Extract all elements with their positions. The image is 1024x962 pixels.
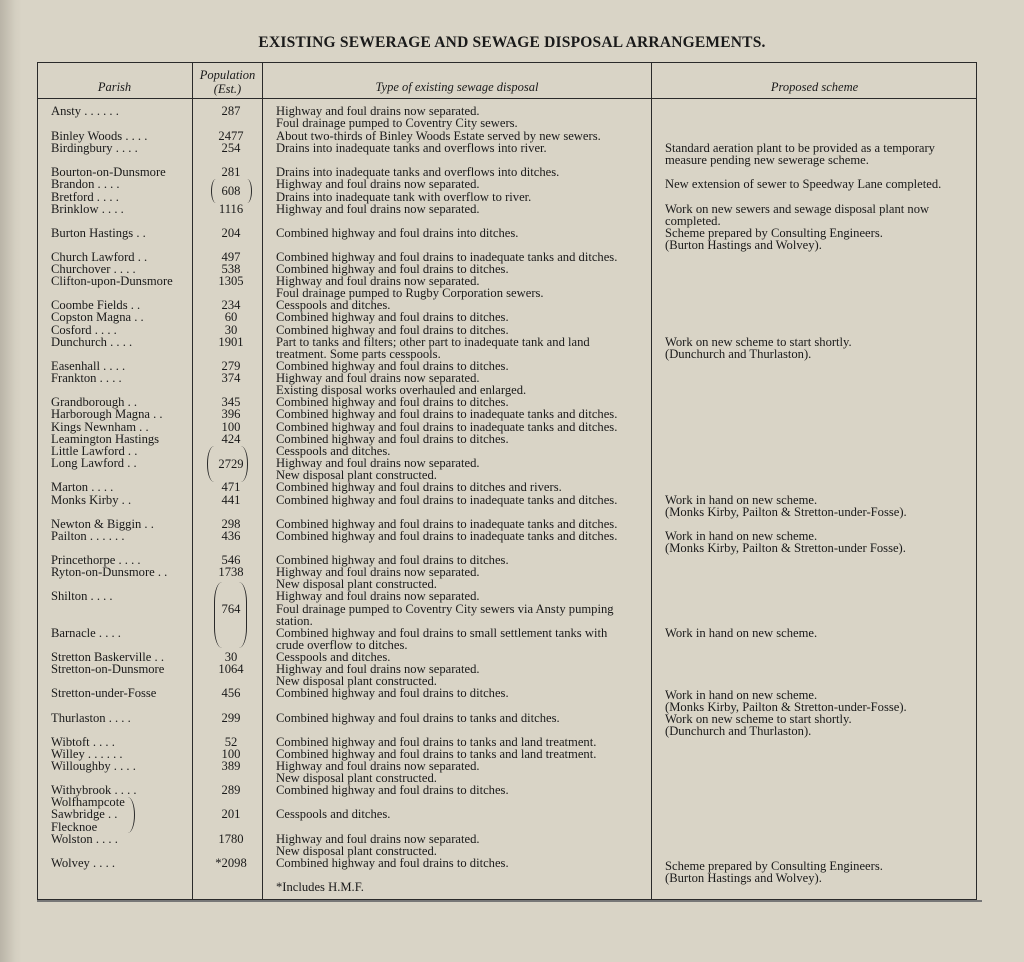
bottom-rule [37, 900, 982, 902]
proposed-text: Work on new scheme to start shortly. [665, 712, 852, 726]
disposal-text: New disposal plant constructed. [276, 844, 437, 858]
disposal-text: Cesspools and ditches. [276, 650, 391, 664]
population-value: 2729 [218, 457, 244, 471]
proposed-text: Scheme prepared by Consulting Engineers. [665, 226, 883, 240]
population-value: 424 [221, 432, 241, 446]
population-value: 30 [224, 323, 238, 337]
disposal-text: Combined highway and foul drains to ditches. [276, 395, 509, 409]
parish-name: Grandborough . . [51, 395, 138, 409]
parish-name: Leamington Hastings [51, 432, 160, 446]
disposal-text: New disposal plant constructed. [276, 577, 437, 591]
proposed-text: (Burton Hastings and Wolvey). [665, 238, 822, 252]
header-population [193, 68, 262, 96]
population-value: 279 [221, 359, 241, 373]
population-value: 52 [224, 735, 238, 749]
parish-name: Bourton-on-Dunsmore [51, 165, 166, 179]
proposed-text: (Monks Kirby, Pailton & Stretton-under Fosse). [665, 541, 906, 555]
page-edge [0, 0, 22, 962]
parish-name: Withybrook . . . . [51, 783, 137, 797]
disposal-text: Combined highway and foul drains to inadequate tanks and ditches. [276, 493, 618, 507]
disposal-text: Foul drainage pumped to Rugby Corporation sewers. [276, 286, 544, 300]
parish-name: Barnacle . . . . [51, 626, 121, 640]
header-parish: Parish [97, 80, 132, 94]
disposal-text: Combined highway and foul drains to ditches. [276, 310, 509, 324]
disposal-text: treatment. Some parts cesspools. [276, 347, 441, 361]
disposal-text: Combined highway and foul drains to small settlement tanks with [276, 626, 608, 640]
disposal-text: Combined highway and foul drains to inadequate tanks and ditches. [276, 407, 618, 421]
footnote: *Includes H.M.F. [276, 880, 364, 894]
parish-name: Flecknoe [51, 820, 98, 834]
parish-name: Stretton Baskerville . . [51, 650, 164, 664]
proposed-text: measure pending new sewerage scheme. [665, 153, 869, 167]
header-population-est: (Est.) [213, 82, 242, 96]
disposal-text: crude overflow to ditches. [276, 638, 408, 652]
proposed-text: Work in hand on new scheme. [665, 493, 818, 507]
population-value: 1305 [218, 274, 244, 288]
parish-name: Bretford . . . . [51, 190, 119, 204]
parish-name: Monks Kirby . . [51, 493, 132, 507]
population-value: *2098 [215, 856, 247, 870]
parish-name: Birdingbury . . . . [51, 141, 138, 155]
proposed-text: (Monks Kirby, Pailton & Stretton-under-Fosse). [665, 700, 907, 714]
header-divider [37, 98, 977, 99]
column-divider [262, 62, 263, 900]
parish-name: Long Lawford . . [51, 456, 137, 470]
disposal-text: Highway and foul drains now separated. [276, 565, 480, 579]
parish-name: Binley Woods . . . . [51, 129, 148, 143]
proposed-text: Work in hand on new scheme. [665, 688, 818, 702]
disposal-text: Highway and foul drains now separated. [276, 177, 480, 191]
population-value: 497 [221, 250, 241, 264]
proposed-text: New extension of sewer to Speedway Lane completed. [665, 177, 942, 191]
disposal-text: Combined highway and foul drains to ditches. [276, 783, 509, 797]
parish-name: Easenhall . . . . [51, 359, 126, 373]
population-value: 764 [221, 602, 241, 616]
population-value: 1064 [218, 662, 244, 676]
population-bracket [238, 582, 247, 648]
population-value: 2477 [218, 129, 244, 143]
proposed-text: Work in hand on new scheme. [665, 529, 818, 543]
disposal-text: Highway and foul drains now separated. [276, 759, 480, 773]
parish-name: Frankton . . . . [51, 371, 122, 385]
population-value: 608 [221, 184, 241, 198]
disposal-text: Existing disposal works overhauled and enlarged. [276, 383, 527, 397]
population-value: 204 [221, 226, 241, 240]
proposed-text: Work in hand on new scheme. [665, 626, 818, 640]
parish-name: Stretton-under-Fosse [51, 686, 157, 700]
population-value: 374 [221, 371, 241, 385]
header-proposed: Proposed scheme [770, 80, 859, 94]
parish-name: Princethorpe . . . . [51, 553, 141, 567]
population-value: 30 [224, 650, 238, 664]
population-bracket [214, 582, 223, 648]
population-value: 1901 [218, 335, 244, 349]
parish-name: Coombe Fields . . [51, 298, 141, 312]
parish-name: Burton Hastings . . [51, 226, 146, 240]
proposed-text: (Burton Hastings and Wolvey). [665, 871, 822, 885]
parish-name: Kings Newnham . . [51, 420, 149, 434]
column-divider [651, 62, 652, 900]
disposal-text: Cesspools and ditches. [276, 444, 391, 458]
proposed-text: (Monks Kirby, Pailton & Stretton-under-Fosse). [665, 505, 907, 519]
disposal-text: Highway and foul drains now separated. [276, 202, 480, 216]
parish-name: Willoughby . . . . [51, 759, 136, 773]
disposal-text: Cesspools and ditches. [276, 298, 391, 312]
disposal-text: Combined highway and foul drains into ditches. [276, 226, 519, 240]
population-value: 100 [221, 420, 241, 434]
population-value: 538 [221, 262, 241, 276]
population-value: 299 [221, 711, 241, 725]
parish-name: Wolvey . . . . [51, 856, 116, 870]
disposal-text: New disposal plant constructed. [276, 468, 437, 482]
parish-name: Wolston . . . . [51, 832, 118, 846]
disposal-text: Highway and foul drains now separated. [276, 456, 480, 470]
parish-name: Harborough Magna . . [51, 407, 163, 421]
parish-name: Copston Magna . . [51, 310, 144, 324]
parish-name: Stretton-on-Dunsmore [51, 662, 165, 676]
disposal-text: Highway and foul drains now separated. [276, 589, 480, 603]
population-value: 396 [221, 407, 241, 421]
parish-name: Brandon . . . . [51, 177, 120, 191]
disposal-text: Combined highway and foul drains to tanks and ditches. [276, 711, 560, 725]
disposal-text: Combined highway and foul drains to inadequate tanks and ditches. [276, 250, 618, 264]
population-value: 60 [224, 310, 238, 324]
disposal-text: Drains into inadequate tank with overflow to river. [276, 190, 532, 204]
disposal-text: Highway and foul drains now separated. [276, 832, 480, 846]
population-value: 1738 [218, 565, 244, 579]
population-value: 1116 [218, 202, 244, 216]
parish-name: Wolfhampcote [51, 795, 125, 809]
proposed-text: Standard aeration plant to be provided as a temporary [665, 141, 935, 155]
parish-name: Willey . . . . . . [51, 747, 123, 761]
disposal-text: Part to tanks and filters; other part to inadequate tank and land [276, 335, 590, 349]
disposal-text: Combined highway and foul drains to tanks and land treatment. [276, 747, 597, 761]
proposed-text: Work on new sewers and sewage disposal plant now [665, 202, 930, 216]
proposed-text: Scheme prepared by Consulting Engineers. [665, 859, 883, 873]
disposal-text: Combined highway and foul drains to tanks and land treatment. [276, 735, 597, 749]
disposal-text: Combined highway and foul drains to ditches. [276, 262, 509, 276]
disposal-text: Combined highway and foul drains to ditches. [276, 432, 509, 446]
parish-name: Ryton-on-Dunsmore . . [51, 565, 168, 579]
population-value: 1780 [218, 832, 244, 846]
disposal-text: Drains into inadequate tanks and overflows into ditches. [276, 165, 560, 179]
population-value: 100 [221, 747, 241, 761]
parish-name: Marton . . . . [51, 480, 114, 494]
population-value: 254 [221, 141, 241, 155]
disposal-text: Combined highway and foul drains to ditches. [276, 856, 509, 870]
disposal-text: Cesspools and ditches. [276, 807, 391, 821]
disposal-text: Combined highway and foul drains to inadequate tanks and ditches. [276, 420, 618, 434]
parish-name: Sawbridge . . [51, 807, 118, 821]
parish-name: Churchover . . . . [51, 262, 136, 276]
disposal-text: New disposal plant constructed. [276, 771, 437, 785]
disposal-text: About two-thirds of Binley Woods Estate served by new sewers. [276, 129, 601, 143]
population-bracket [207, 446, 214, 482]
parish-name: Wibtoft . . . . [51, 735, 115, 749]
disposal-text: Combined highway and foul drains to ditches and rivers. [276, 480, 562, 494]
population-value: 289 [221, 783, 241, 797]
population-value: 281 [221, 165, 241, 179]
population-value: 441 [221, 493, 241, 507]
proposed-text: Work on new scheme to start shortly. [665, 335, 852, 349]
disposal-text: Combined highway and foul drains to ditches. [276, 323, 509, 337]
proposed-text: (Dunchurch and Thurlaston). [665, 724, 812, 738]
population-value: 456 [221, 686, 241, 700]
disposal-text: station. [276, 614, 313, 628]
disposal-text: Highway and foul drains now separated. [276, 104, 480, 118]
header-disposal: Type of existing sewage disposal [375, 80, 539, 94]
disposal-text: New disposal plant constructed. [276, 674, 437, 688]
parish-name: Clifton-upon-Dunsmore [51, 274, 173, 288]
parish-name: Newton & Biggin . . [51, 517, 154, 531]
proposed-text: (Dunchurch and Thurlaston). [665, 347, 812, 361]
population-value: 471 [221, 480, 241, 494]
parish-name: Shilton . . . . [51, 589, 113, 603]
parish-name: Little Lawford . . [51, 444, 138, 458]
population-value: 546 [221, 553, 241, 567]
parish-name: Cosford . . . . [51, 323, 117, 337]
parish-name: Thurlaston . . . . [51, 711, 131, 725]
disposal-text: Combined highway and foul drains to ditches. [276, 553, 509, 567]
population-value: 389 [221, 759, 241, 773]
disposal-text: Combined highway and foul drains to inadequate tanks and ditches. [276, 517, 618, 531]
population-value: 234 [221, 298, 241, 312]
parish-name: Dunchurch . . . . [51, 335, 133, 349]
disposal-text: Highway and foul drains now separated. [276, 662, 480, 676]
parish-name: Ansty . . . . . . [51, 104, 119, 118]
population-value: 298 [221, 517, 241, 531]
disposal-text: Highway and foul drains now separated. [276, 274, 480, 288]
disposal-text: Drains into inadequate tanks and overflows into river. [276, 141, 547, 155]
disposal-text: Combined highway and foul drains to ditches. [276, 359, 509, 373]
column-divider [192, 62, 193, 900]
population-value: 436 [221, 529, 241, 543]
proposed-text: completed. [665, 214, 721, 228]
page-title: EXISTING SEWERAGE AND SEWAGE DISPOSAL ARRANGEMENTS. [258, 34, 766, 51]
disposal-text: Highway and foul drains now separated. [276, 371, 480, 385]
parish-name: Pailton . . . . . . [51, 529, 125, 543]
parish-name: Brinklow . . . . [51, 202, 124, 216]
population-value: 201 [221, 807, 241, 821]
disposal-text: Foul drainage pumped to Coventry City sewers. [276, 116, 518, 130]
disposal-text: Combined highway and foul drains to inadequate tanks and ditches. [276, 529, 618, 543]
population-value: 287 [221, 104, 241, 118]
header-population-label: Population [199, 68, 256, 82]
disposal-text: Foul drainage pumped to Coventry City sewers via Ansty pumping [276, 602, 614, 616]
population-bracket [211, 179, 218, 203]
population-value: 345 [221, 395, 241, 409]
disposal-text: Combined highway and foul drains to ditches. [276, 686, 509, 700]
parish-name: Church Lawford . . [51, 250, 148, 264]
